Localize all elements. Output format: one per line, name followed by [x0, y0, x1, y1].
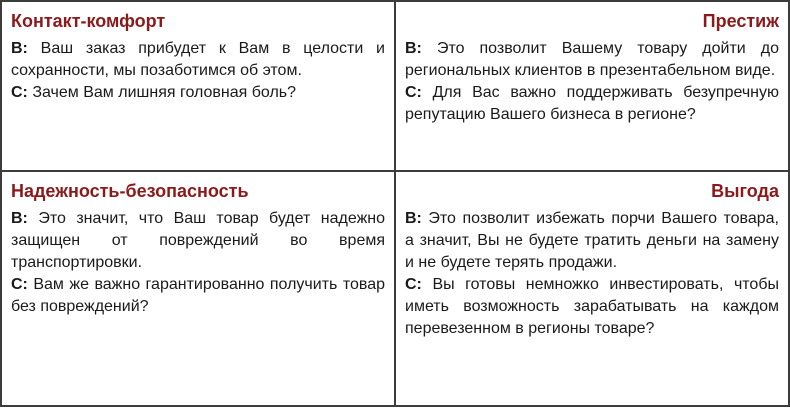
benefit-paragraph [11, 208, 385, 274]
cell-benefit [396, 172, 788, 405]
question-paragraph [11, 274, 385, 318]
question-label: С: [11, 276, 28, 293]
benefit-label: В: [11, 210, 28, 227]
question-paragraph [405, 274, 779, 340]
cell-title-benefit: Выгода [711, 181, 779, 201]
question-label: С: [11, 84, 28, 101]
benefit-label: В: [11, 40, 28, 57]
question-label: С: [405, 84, 422, 101]
benefit-text: Это значит, что Ваш товар будет надежно защищен от повреждений во время транспортировки. [11, 210, 386, 271]
question-text: Вы готовы немножко инвестировать, чтобы иметь возможность зарабатывать на каждом перевезенном в регионы товаре? [405, 276, 779, 337]
cell-title-prestige: Престиж [702, 11, 779, 31]
question-paragraph [11, 82, 385, 104]
benefit-text: Это позволит Вашему товару дойти до региональных клиентов в презентабельном виде. [405, 40, 779, 79]
question-label: С: [405, 276, 422, 293]
benefit-paragraph [11, 38, 385, 82]
cell-prestige [396, 2, 788, 170]
benefit-text: Это позволит избежать порчи Вашего товара, а значит, Вы не будете тратить деньги на замену и не будете терять продажи. [405, 210, 779, 271]
question-text: Для Вас важно поддерживать безупречную репутацию Вашего бизнеса в регионе? [405, 84, 779, 123]
cell-reliability-safety [2, 172, 394, 405]
question-text: Зачем Вам лишняя головная боль? [32, 84, 297, 101]
question-paragraph [405, 82, 779, 126]
benefit-text: Ваш заказ прибудет к Вам в целости и сохранности, мы позаботимся об этом. [11, 40, 385, 79]
benefit-paragraph [405, 38, 779, 82]
benefit-label: В: [405, 40, 422, 57]
benefit-label: В: [405, 210, 422, 227]
benefit-paragraph [405, 208, 779, 274]
cell-title-contact-comfort: Контакт-комфорт [11, 11, 166, 31]
question-text: Вам же важно гарантированно получить товар без повреждений? [11, 276, 385, 315]
cell-title-reliability-safety: Надежность-безопасность [11, 181, 249, 201]
cell-contact-comfort [2, 2, 394, 170]
